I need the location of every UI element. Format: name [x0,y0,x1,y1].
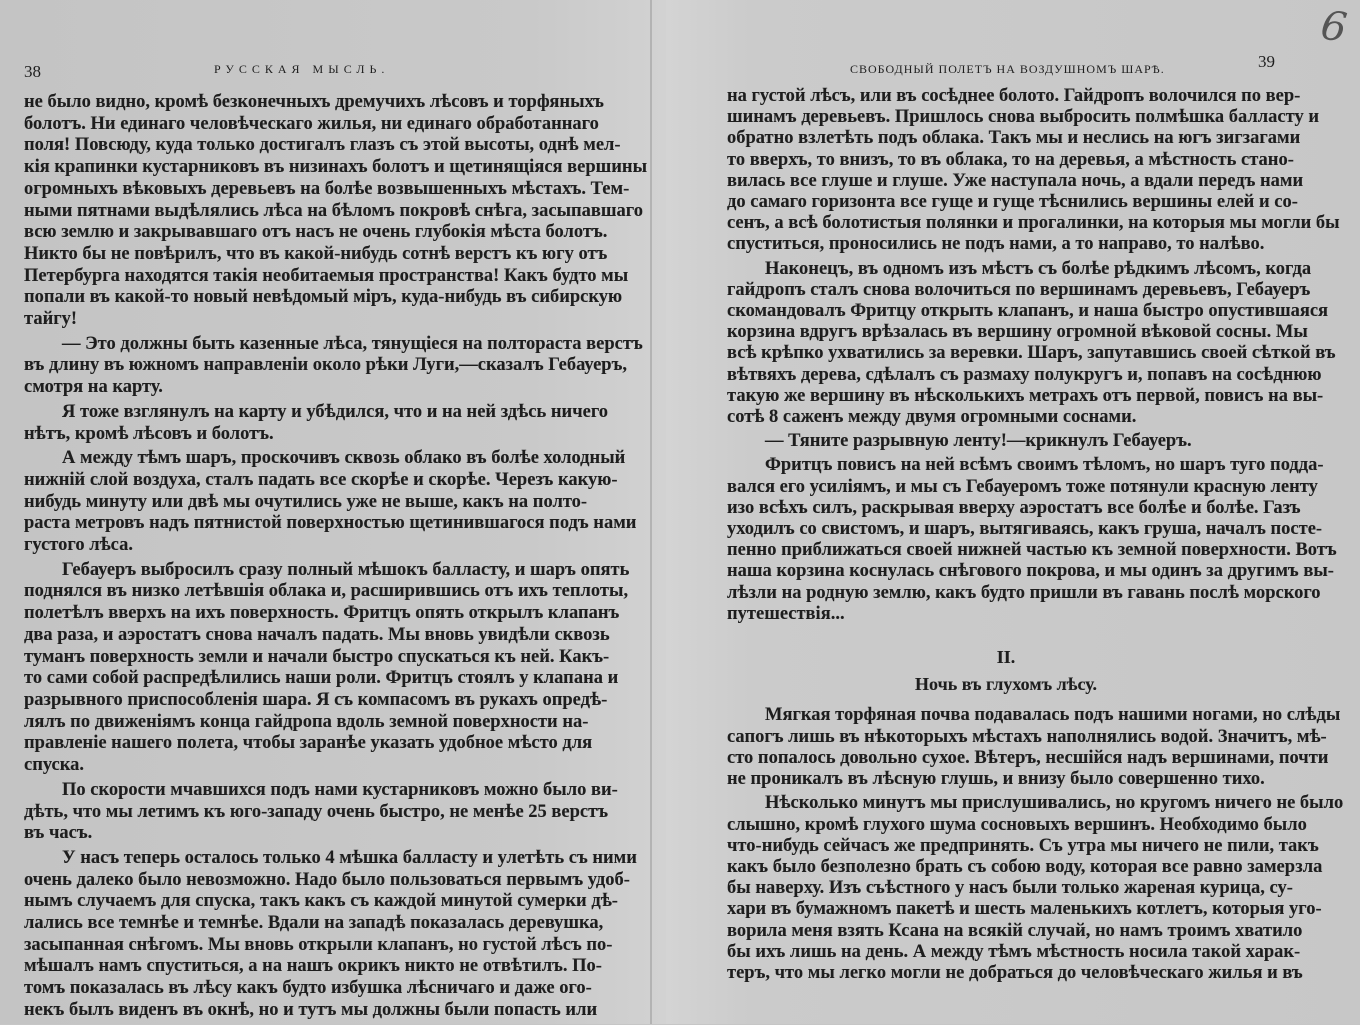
text-line: некъ былъ виденъ въ окнѣ, но и тутъ мы должны были попасть или [24,999,598,1020]
text-line: два раза, и аэростатъ снова началъ падать. Мы вновь увидѣли сквозь [24,624,610,645]
text-line: Нѣсколько минутъ мы прислушивались, но кругомъ ничего не было [765,793,1344,814]
text-line: теръ, что мы легко могли не добраться до человѣческаго жилья и въ [727,962,1303,983]
handwritten-mark: 6 [1317,2,1350,52]
text-line: — Тяните разрывную ленту!—крикнулъ Гебауеръ. [765,431,1192,452]
text-line: правленіе нашего полета, чтобы заранѣе указать удобное мѣсто для [24,733,593,754]
text-line: въ часъ. [24,823,93,844]
text-line: сто попалось довольно сухое. Вѣтеръ, несшійся надъ вершинами, почти [727,747,1329,768]
text-line: Никто бы не повѣрилъ, что въ какой-нибудь сотнѣ верстъ къ югу отъ [24,243,608,264]
text-line: лѣзли на родную землю, какъ будто пришли въ гавань послѣ морского [727,582,1321,603]
text-line: У насъ теперь осталось только 4 мѣшка балласту и улетѣть съ ними [62,847,637,868]
text-line: Мягкая торфяная почва подавалась подъ нашими ногами, но слѣды [765,705,1341,726]
paragraph [24,92,648,331]
text-line: изо всѣхъ силъ, раскрывая вверху аэростатъ все болѣе и болѣе. Газъ [727,497,1301,518]
text-line: хари въ бумажномъ пакетѣ и шесть маленькихъ котлетъ, которыя уго- [727,899,1322,920]
text-line: вался его усиліямъ, и мы съ Гебауеромъ тоже потянули красную ленту [727,476,1318,497]
text-line: скомандовалъ Фритцу открыть клапанъ, и наша быстро опустившаяся [727,301,1329,322]
text-line: лялъ по движеніямъ конца гайдропа вдоль земной поверхности на- [24,711,589,732]
text-line: раста метровъ надъ пятнистой поверхностью щетинившагося подъ нами [24,513,637,534]
text-line: Петербурга находятся такія необитаемыя пространства! Какъ будто мы [24,265,629,286]
text-line: туманъ поверхность земли и начали быстро спускаться къ ней. Какъ- [24,646,610,667]
text-line: пенно приближаться своей нижней частью къ земной поверхности. Вотъ [727,540,1337,561]
text-line: томъ показалась въ лѣсу какъ будто избушка лѣсничаго и даже ого- [24,978,592,999]
right-page [666,0,1360,1024]
text-line: гайдропъ сталъ снова волочиться по вершинамъ деревьевъ, Гебауеръ [727,279,1311,300]
running-head: СВОБОДНЫЙ ПОЛЕТЪ НА ВОЗДУШНОМЪ ШАРѢ. [850,62,1165,76]
paragraph [24,779,618,845]
text-line: сотѣ 8 саженъ между двумя огромными соснами. [727,407,1137,428]
paragraph [727,86,1340,256]
text-line: лались все темнѣе и темнѣе. Вдали на западѣ показалась деревушка, [24,913,604,934]
text-line: вилась все глуше и глуше. Уже наступала ночь, а вдали передъ нами [727,170,1304,191]
running-head: РУССКАЯ МЫСЛЬ. [214,62,390,76]
text-line: шинамъ деревьевъ. Пришлось снова выбросить полмѣшка балласту и [727,107,1320,128]
text-line: то сами собой распредѣлились наши роли. Фритцъ стоялъ у клапана и [24,668,619,689]
text-line: въ длину въ южномъ направленіи около рѣки Луги,—сказалъ Гебауеръ, [24,355,627,376]
text-line: сапогъ лишь въ нѣкоторыхъ мѣстахъ наполнялись водой. Значитъ, мѣ- [727,726,1327,747]
text-line: нибудь минуту или двѣ мы очутились уже не выше, какъ на полто- [24,491,588,512]
text-line: нымъ случаемъ для спуска, такъ какъ съ каждой минутой сумерки дѣ- [24,891,618,912]
text-line: очень далеко было невозможно. Надо было пользоваться первымъ удоб- [24,869,630,890]
paragraph [727,431,1285,452]
text-line: на густой лѣсъ, или въ сосѣднее болото. Гайдропъ волочился по вер- [727,86,1301,106]
paragraph [24,448,637,557]
text-line: спуска. [24,755,85,776]
text-line: нѣтъ, кромѣ лѣсовъ и болотъ. [24,423,274,444]
text-line: такую же вершину въ нѣсколькихъ метрахъ отъ первой, повисъ на вы- [727,385,1324,406]
right-text-column [727,86,1344,987]
text-line: корзина вдругъ врѣзалась въ вершину огромной вѣковой сосны. Мы [727,322,1308,343]
text-line: всю землю и закрывавшаго отъ насъ не очень глубокія мѣста болотъ. [24,222,608,243]
text-line: не проникалъ въ лѣсную глушь, и внизу было совершенно тихо. [727,769,1265,790]
text-line: всѣ крѣпко ухватились за веревки. Шаръ, запутавшись своей сѣткой въ [727,343,1336,364]
text-line: Гебауеръ выбросилъ сразу полный мѣшокъ балласту, и шаръ опять [62,559,630,580]
paragraph [727,793,1344,984]
text-line: поднялся въ низко летѣвшія облака и, расширившись отъ ихъ теплоты, [24,581,629,602]
text-line: Я тоже взглянулъ на карту и убѣдился, что и на ней здѣсь ничего [62,401,609,422]
paragraph [727,705,1341,790]
text-line: спуститься, проносились не подъ нами, а то направо, то налѣво. [727,234,1265,255]
text-line: огромныхъ вѣковыхъ деревьевъ на болѣе возвышенныхъ мѣстахъ. Тем- [24,178,630,199]
page-number: 38 [24,62,41,81]
text-line: — Это должны быть казенные лѣса, тянущіеся на полтораста верстъ [62,333,643,354]
text-line: засыпанная снѣгомъ. Мы вновь открыли клапанъ, но густой лѣсъ по- [24,934,613,955]
text-line: смотря на карту. [24,377,163,398]
text-line: болотъ. Ни единаго человѣческаго жилья, ни единаго обработаннаго [24,113,599,134]
text-line: то вверхъ, то внизъ, то въ облака, то на деревья, а мѣстность стано- [727,149,1294,170]
text-line: тайгу! [24,309,78,330]
text-line: Наконецъ, въ одномъ изъ мѣстъ съ болѣе рѣдкимъ лѣсомъ, когда [765,258,1312,279]
text-line: бы наверху. Изъ съѣстного у насъ были только жареная курица, су- [727,878,1293,899]
text-line: обратно взлетѣть подъ облака. Такъ мы и неслись на югъ зигзагами [727,128,1301,149]
text-line: что-нибудь сейчасъ же предпринять. Съ утра мы ничего не пили, такъ [727,835,1319,856]
text-line: вѣтвяхъ дерева, сдѣлалъ съ размаху полукругъ и, попавъ на сосѣднюю [727,364,1322,385]
text-line: попали въ какой-то новый невѣдомый міръ, куда-нибудь въ сибирскую [24,287,623,308]
paragraph [24,333,643,399]
text-line: Фритцъ повисъ на ней всѣмъ своимъ тѣломъ, но шаръ туго подда- [765,455,1324,476]
text-line: слышно, кромѣ глухого шума сосновыхъ вершинъ. Необходимо было [727,814,1307,835]
paragraph [24,559,630,777]
section-title: Ночь въ глухомъ лѣсу. [915,674,1097,695]
text-line: нижній слой воздуха, сталъ падать все скорѣе и скорѣе. Черезъ какую- [24,469,618,490]
text-line: разрывного приспособленія шара. Я съ компасомъ въ рукахъ опредѣ- [24,689,608,710]
text-line: ными пятнами выдѣлялись лѣса на бѣломъ покровѣ снѣга, засыпавшаго [24,200,643,221]
text-line: кія крапинки кустарниковъ въ низинахъ болотъ и щетинящіяся вершины [24,157,648,178]
text-line: По скорости мчавшихся подъ нами кустарниковъ можно было ви- [62,779,618,800]
paragraph [727,258,1336,429]
text-line: полетѣлъ вверхъ на ихъ поверхность. Фритцъ опять открылъ клапанъ [24,603,620,624]
text-line: дѣть, что мы летимъ къ юго-западу очень быстро, не менѣе 25 верстъ [24,801,608,822]
text-line: наша корзина коснулась снѣгового покрова, и мы одинъ за другимъ вы- [727,561,1334,582]
left-text-column [24,92,648,1025]
paragraph [24,401,609,445]
paragraph [24,847,637,1022]
left-page [0,0,666,1024]
text-before-section [727,86,1340,625]
text-line: до самаго горизонта все гуще и гуще тѣснились вершины елей и со- [727,192,1298,213]
text-line: А между тѣмъ шаръ, проскочивъ сквозь облако въ болѣе холодный [62,448,626,469]
text-line: не было видно, кромѣ безконечныхъ дремучихъ лѣсовъ и торфяныхъ [24,92,604,112]
text-line: какъ было безполезно брать съ собою воду, которая все равно замерзла [727,856,1323,877]
text-line: путешествія... [727,603,845,624]
text-line: поля! Повсюду, куда только достигалъ глазъ съ этой высоты, однѣ мел- [24,135,621,156]
text-line: густого лѣса. [24,535,133,556]
text-line: уходилъ со свистомъ, и шаръ, вытягиваясь, какъ груша, началъ посте- [727,519,1323,540]
text-line: бы ихъ лишь на день. А между тѣмъ мѣстность носила такой харак- [727,941,1301,962]
section-number: II. [996,647,1016,668]
page-number: 39 [1258,52,1275,71]
text-after-section [727,705,1344,984]
text-line: ворила меня взять Ксана на всякій случай, но намъ троимъ хватило [727,920,1303,941]
text-line: мѣшалъ намъ спуститься, а на нашъ окрикъ никто не отвѣтилъ. По- [24,956,602,977]
page-gutter [650,0,652,1024]
text-line: сенъ, а всѣ болотистыя полянки и прогалинки, на которыя мы могли бы [727,213,1340,234]
paragraph [727,455,1337,625]
